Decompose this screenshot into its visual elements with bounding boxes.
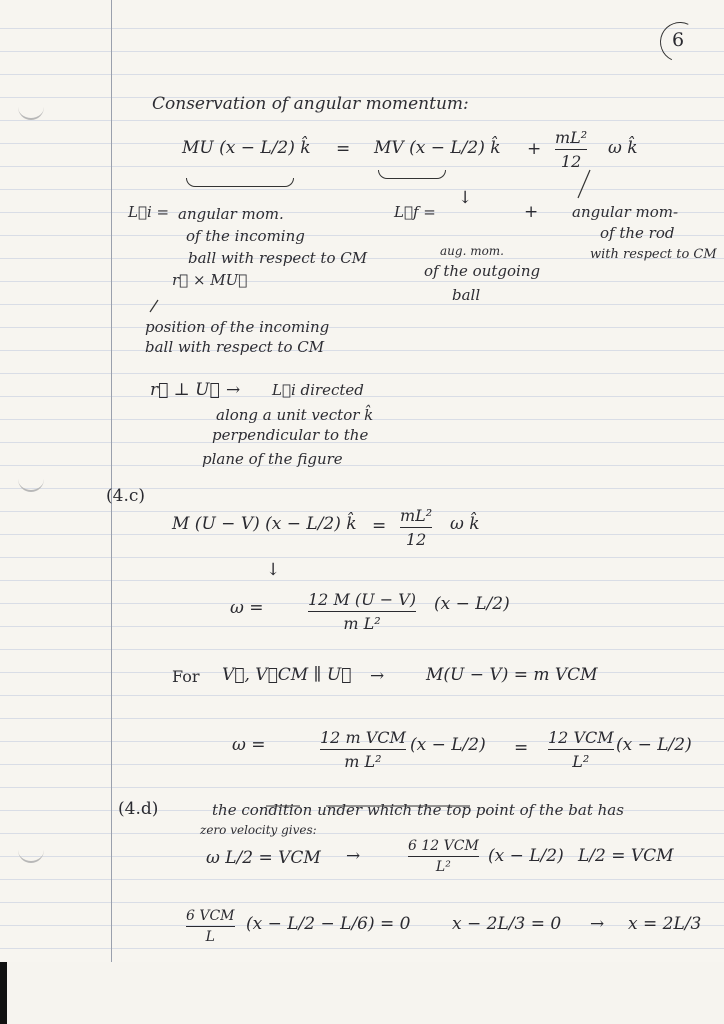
perp-desc-line1: along a unit vector k̂	[216, 406, 374, 424]
perp-desc-line2: perpendicular to the	[212, 426, 369, 444]
eq-c1-equals: =	[372, 516, 387, 536]
rod-desc-line2: of the rod	[600, 224, 675, 242]
section-d-title: the condition under which the top point of the bat has	[212, 801, 624, 819]
condition1-denominator: L²	[435, 859, 451, 875]
omega2-paren-2: (x − L/2)	[616, 735, 692, 755]
lf-desc-line3: ball	[452, 286, 481, 304]
omega2-lhs: ω =	[232, 735, 266, 755]
for-condition: V⃗, V⃗CM ∥ U⃗	[222, 665, 352, 685]
eq-rod-denominator: 12	[560, 152, 582, 171]
condition1-arrow: →	[346, 846, 361, 866]
condition2-mid: x − 2L/3 = 0	[452, 914, 562, 934]
omega2-paren: (x − L/2)	[410, 735, 486, 755]
li-desc-line1: angular mom.	[178, 205, 284, 223]
rod-desc-line1: angular mom-	[572, 203, 679, 221]
omega-denominator: m L²	[343, 614, 381, 633]
eq-rod-tail: ω k̂	[608, 138, 638, 158]
omega2-denominator: m L²	[344, 752, 382, 771]
lf-label: L⃗f =	[394, 203, 436, 221]
omega2-equals: =	[514, 738, 529, 758]
eq-rod-numerator: mL²	[555, 128, 588, 147]
omega2-numerator-2: 12 VCM	[548, 728, 614, 747]
position-desc-line1: position of the incoming	[145, 318, 330, 336]
condition2-denominator: L	[205, 929, 215, 945]
omega2-denominator-2: L²	[572, 752, 590, 771]
condition2-result: x = 2L/3	[628, 914, 702, 934]
section-d-label: (4.d)	[118, 799, 159, 819]
arrow-stroke	[578, 170, 590, 198]
scan-edge	[0, 962, 7, 1024]
arrow-stroke	[150, 300, 158, 312]
condition2-arrow: →	[590, 914, 605, 934]
perp-expression: r⃗ ⊥ U⃗	[150, 380, 220, 400]
omega2-numerator: 12 m VCM	[320, 728, 406, 747]
li-desc-line3: ball with respect to CM	[188, 249, 368, 267]
lf-plus: +	[524, 202, 539, 222]
page-number: 6	[672, 29, 685, 51]
eq-momentum-mid: MV (x − L/2) k̂	[374, 138, 501, 158]
eq-c1-tail: ω k̂	[450, 514, 480, 534]
for-arrow: →	[370, 666, 385, 686]
for-label: For	[172, 667, 200, 686]
omega-numerator: 12 M (U − V)	[308, 590, 417, 609]
omega-tail: (x − L/2)	[434, 594, 510, 614]
condition2-paren: (x − L/2 − L/6) = 0	[246, 914, 411, 934]
perp-result: L⃗i directed	[272, 381, 364, 399]
eq-c1-numerator: mL²	[400, 506, 433, 525]
condition1-lhs: ω L/2 = VCM	[206, 848, 321, 868]
lf-desc-line2: of the outgoing	[424, 262, 541, 280]
eq-equals: =	[336, 139, 351, 159]
condition1-numerator: 6 12 VCM	[408, 838, 479, 854]
lf-down-arrow: ↓	[458, 188, 473, 208]
condition2-numerator: 6 VCM	[186, 908, 235, 924]
position-desc-line2: ball with respect to CM	[145, 338, 325, 356]
rod-desc-line3: with respect to CM	[590, 247, 717, 262]
section-heading: Conservation of angular momentum:	[152, 94, 469, 114]
li-desc-line2: of the incoming	[186, 227, 305, 245]
section-d-title-line2: zero velocity gives:	[200, 823, 317, 837]
eq-momentum-left: MU (x − L/2) k̂	[182, 138, 311, 158]
li-label: L⃗i =	[128, 203, 170, 221]
eq-plus: +	[527, 139, 542, 159]
perp-arrow: →	[226, 380, 241, 400]
section-c-label: (4.c)	[106, 486, 146, 506]
for-result: M(U − V) = m VCM	[426, 665, 598, 685]
page-bottom-edge	[0, 962, 724, 1024]
c-down-arrow: ↓	[266, 560, 281, 580]
eq-c1-left: M (U − V) (x − L/2) k̂	[172, 514, 357, 534]
condition1-tail: L/2 = VCM	[578, 846, 674, 866]
lf-desc-line1: aug. mom.	[440, 244, 504, 258]
condition1-paren: (x − L/2)	[488, 846, 564, 866]
eq-c1-denominator: 12	[405, 530, 427, 549]
perp-desc-line3: plane of the figure	[202, 450, 343, 468]
omega-lhs: ω =	[230, 598, 264, 618]
li-expression: r⃗ × MU⃗	[172, 271, 248, 289]
